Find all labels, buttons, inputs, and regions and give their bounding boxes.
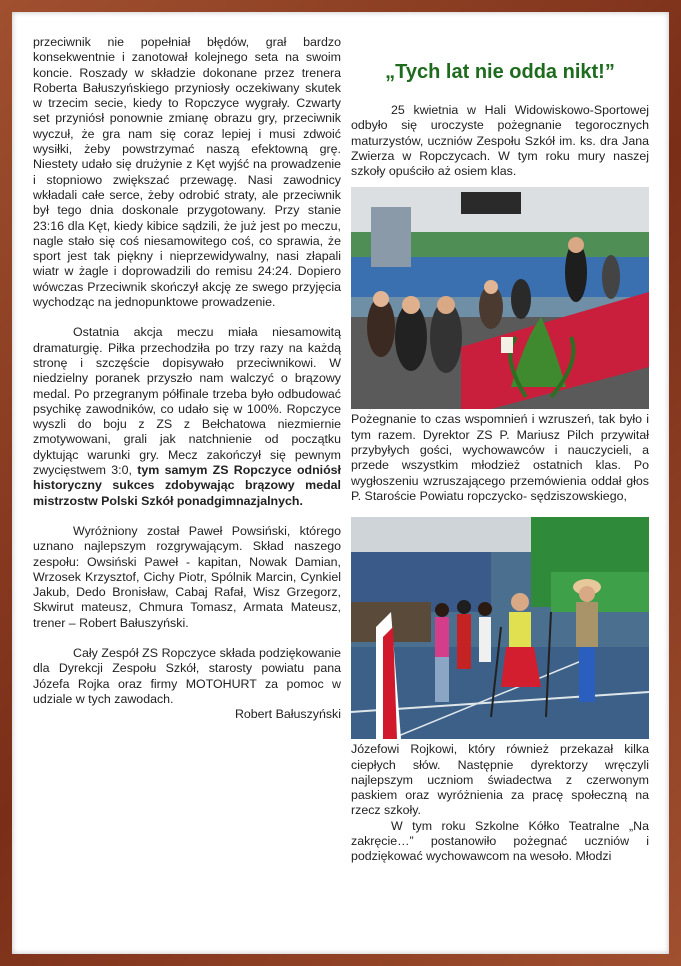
right-column: [351, 60, 649, 865]
left-paragraph-2-text: Ostatnia akcja meczu miała niesamowitą dramaturgię. Piłka przechodziła po trzy razy na każdą stronę i szczęście dopisywało przeciwnikowi. W niedzielny poranek przyszło nam walczyć o brązowy medal. Po przegranym półfinale trzeba było odbudować psychikę zawodników, co udało się w 100%. Ropczyce wyszli do boju z ZS z Bełchatowa niezmiernie zmotywowani, grali jak natchnienie od początku dyktując warunki gry. Mecz zakończył się pewnym zwycięstwem 3:0,: [33, 325, 341, 478]
photo-theatre-performance-image: [351, 517, 649, 739]
left-paragraph-2: [33, 325, 341, 509]
photo-theatre-performance: [351, 517, 649, 739]
right-paragraph-2: Pożegnanie to czas wspomnień i wzruszeń, tak było i tym razem. Dyrektor ZS P. Mariusz Pilch przywitał przybyłych gości, wychowawców i nauczycieli, a przede wszystkim młodzież ostatnich klas. Po wygłoszeniu wzruszającego przemówienia oddał głos P. Staroście Powiatu ropczycko- sędziszowskiego,: [351, 412, 649, 503]
left-paragraph-3: Wyróżniony został Paweł Powsiński, którego uznano najlepszym rozgrywającym. Skład naszego zespołu: Owsiński Paweł - kapitan, Nowak Damian, Wrzosek Krzysztof, Cichy Piotr, Spólnik Marcin, Cynkiel Jakub, Dedo Bronisław, Cabaj Rafał, Wisz Grzegorz, Skwirut mateusz, Chmura Tomasz, Armata Mateusz, trener – Robert Bałuszyński.: [33, 523, 341, 630]
right-paragraph-3: Józefowi Rojkowi, który również przekazał kilka ciepłych słów. Następnie dyrektorzy wręczyli najlepszym uczniom świadectwa z czerwonym paskiem oraz wyróżnienia za pracę społeczną na rzecz szkoły.: [351, 742, 649, 818]
left-paragraph-1: przeciwnik nie popełniał błędów, grał bardzo konsekwentnie i zanotował kolejnego seta na swoim koncie. Roszady w składzie dokonane przez trenera Roberta Bałuszyńskiego przyniosły oczekiwany skutek w trzecim secie, kiedy to Ropczyce wygrały. Czwarty set przyniósł ponownie zmianę obrazu gry, przeciwnik wyczuł, że gra nam się coraz lepiej i musi zdwoić wysiłki, żeby powstrzymać naszą efektowną grę. Niestety udało się drużynie z Kęt wyjść na prowadzenie i stopniowo zwiększać przewagę. Nasi zawodnicy wkładali całe serce, żeby odrobić straty, ale przeciwnik był tego dnia doskonale przygotowany. Przy stanie 23:16 dla Kęt, kiedy kibice sądzili, że już jest po meczu, nagle stało się coś niesamowitego coś, co sprawia, że sport jest tak piękny i nieprzewidywalny, nasi złapali wiatr w żagle i doprowadzili do remisu 24:24. Dopiero wówczas Przeciwnik skończył akcję ze swego przyjęcia wychodząc na jednopunktowe prowadzenie.: [33, 35, 341, 310]
photo-ceremony-audience: [351, 187, 649, 409]
right-paragraph-1: 25 kwietnia w Hali Widowiskowo-Sportowej odbyło się uroczyste pożegnanie tegorocznych maturzystów, uczniów Zespołu Szkół im. ks. dra Jana Zwierza w Ropczycach. W tym roku mury naszej szkoły opuściło aż osiem klas.: [351, 103, 649, 179]
left-paragraph-2-bold: tym samym ZS Ropczyce odniósł historyczny sukces zdobywając brązowy medal mistrzostw Polski Szkół ponadgimnazjalnych.: [33, 463, 342, 508]
signature: Robert Bałuszyński: [234, 707, 341, 722]
photo-ceremony-audience-image: [351, 187, 649, 409]
page-sheet: [12, 12, 669, 954]
right-paragraph-4: W tym roku Szkolne Kółko Teatralne „Na zakręcie…” postanowiło pożegnać uczniów i podziękować wychowawcom na wesoło. Młodzi: [351, 818, 649, 864]
article-headline: „Tych lat nie odda nikt!”: [385, 61, 615, 83]
left-column: [33, 35, 341, 722]
left-paragraph-4: Cały Zespół ZS Ropczyce składa podziękowanie dla Dyrekcji Zespołu Szkół, starosty powiatu pana Józefa Rojka oraz firmy MOTOHURT za pomoc w udziale w tych zawodach.: [33, 645, 341, 706]
